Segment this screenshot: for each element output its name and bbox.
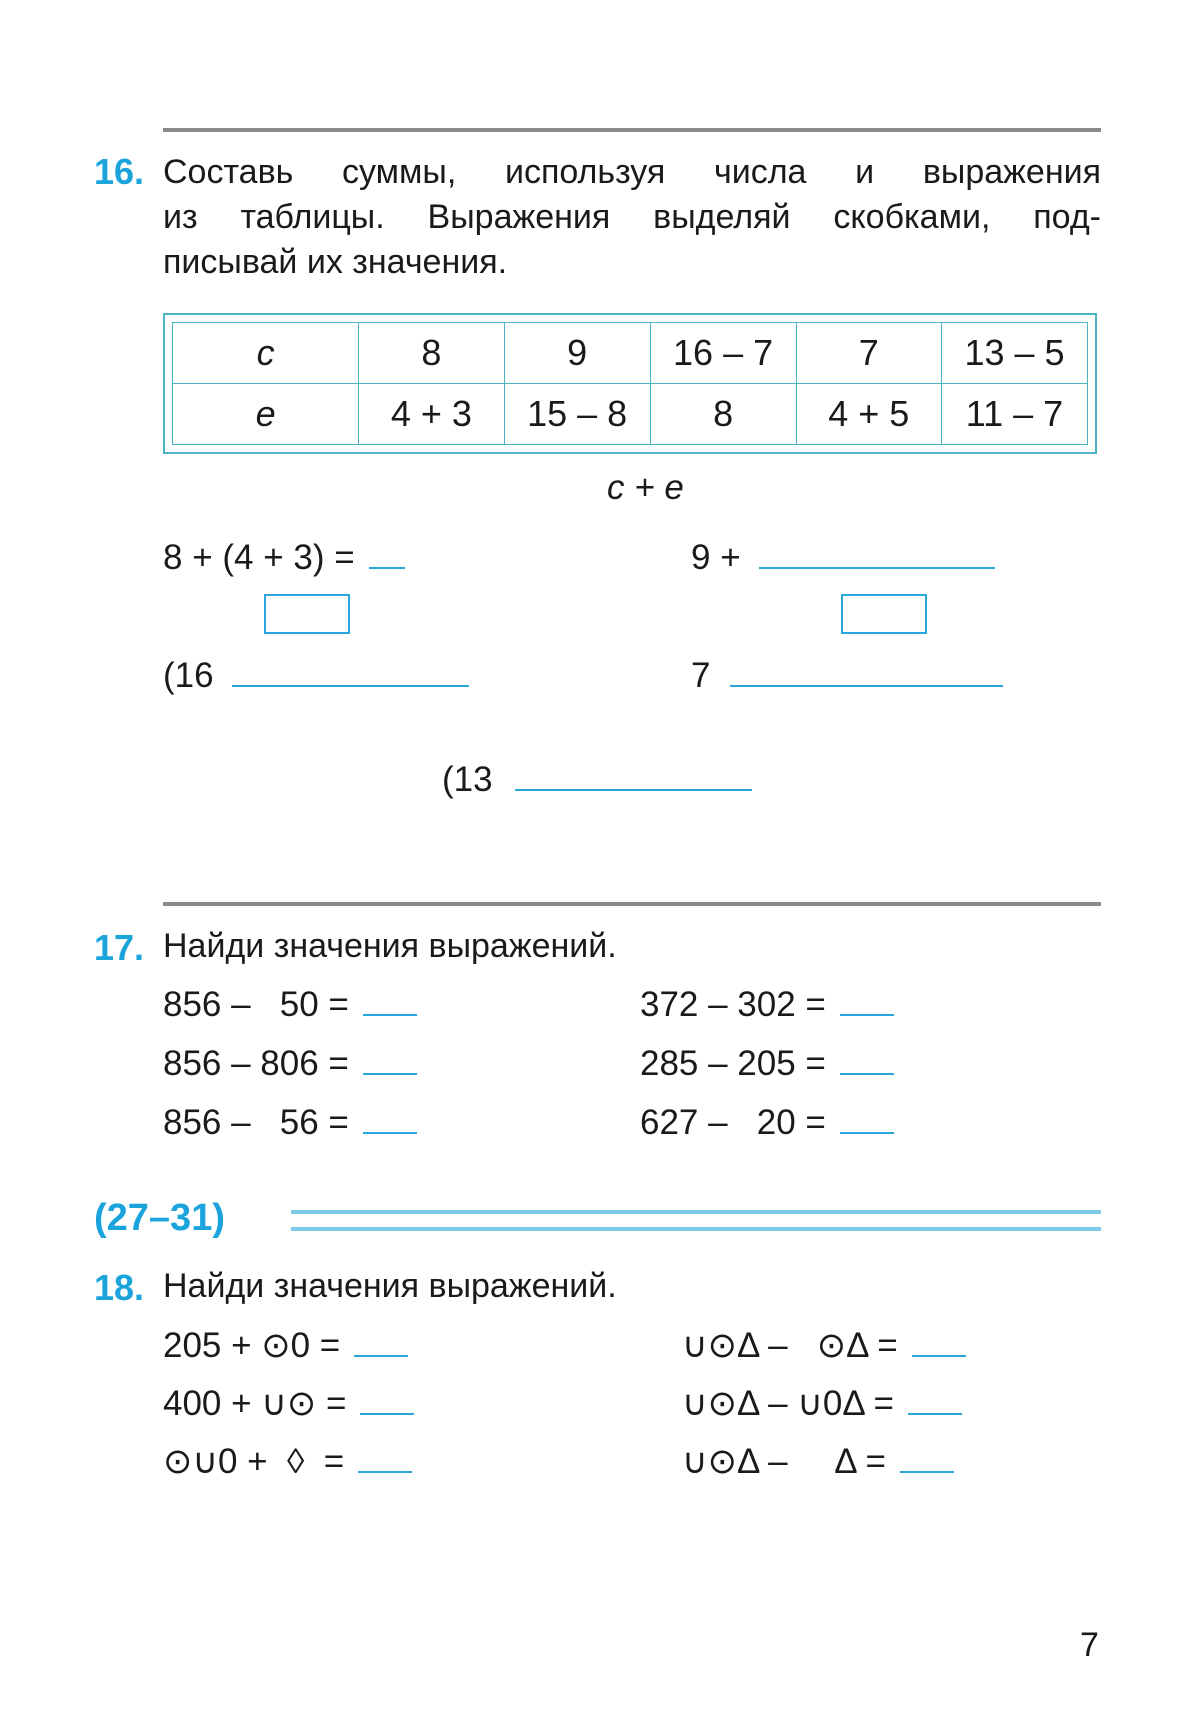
section-double-line bbox=[291, 1227, 1101, 1231]
sum-item bbox=[163, 538, 405, 578]
formula-label: c + e bbox=[607, 468, 684, 507]
expression-row bbox=[163, 1103, 417, 1143]
expression: ∪⊙Δ – ∪0Δ = bbox=[682, 1384, 894, 1423]
table-cell: 7 bbox=[796, 323, 941, 384]
exercise-17-title: Найди значения выражений. bbox=[163, 927, 617, 965]
section-divider bbox=[163, 902, 1101, 906]
answer-blank[interactable] bbox=[900, 1470, 954, 1473]
answer-blank[interactable] bbox=[363, 1072, 417, 1075]
expression: (16 bbox=[163, 656, 214, 695]
expression: 856 – 50 = bbox=[163, 985, 349, 1024]
expression: ⊙∪0 + ◊ = bbox=[163, 1442, 345, 1481]
expression: 627 – 20 = bbox=[640, 1103, 826, 1142]
expression-row bbox=[163, 985, 417, 1025]
answer-blank[interactable] bbox=[730, 684, 1003, 687]
sum-item bbox=[442, 760, 752, 800]
expression-row bbox=[163, 1044, 417, 1084]
answer-blank[interactable] bbox=[515, 788, 752, 791]
exercise-16-text-line: из таблицы. Выражения выделяй скобками, под- bbox=[163, 198, 1101, 236]
table-row-e bbox=[173, 384, 1088, 445]
expression-row bbox=[682, 1384, 962, 1424]
answer-blank[interactable] bbox=[360, 1412, 414, 1415]
table-row-c bbox=[173, 323, 1088, 384]
expression-row bbox=[682, 1326, 966, 1366]
expression: 856 – 806 = bbox=[163, 1044, 349, 1083]
expression-row bbox=[640, 1103, 894, 1143]
expression-row bbox=[163, 1384, 414, 1424]
exercise-16-number: 16. bbox=[94, 151, 145, 192]
section-double-line bbox=[291, 1210, 1101, 1214]
table-cell: 8 bbox=[359, 323, 504, 384]
answer-blank[interactable] bbox=[358, 1470, 412, 1473]
answer-blank[interactable] bbox=[840, 1131, 894, 1134]
expression: 856 – 56 = bbox=[163, 1103, 349, 1142]
expression-row bbox=[682, 1442, 954, 1482]
answer-blank[interactable] bbox=[363, 1013, 417, 1016]
expression: 9 + bbox=[691, 538, 741, 577]
answer-box[interactable] bbox=[841, 594, 927, 634]
answer-blank[interactable] bbox=[840, 1072, 894, 1075]
expression: ∪⊙Δ – ⊙Δ = bbox=[682, 1326, 898, 1365]
table-cell: 11 – 7 bbox=[941, 384, 1087, 445]
answer-box[interactable] bbox=[264, 594, 350, 634]
table-cell: 13 – 5 bbox=[941, 323, 1087, 384]
expression-row bbox=[163, 1326, 408, 1366]
table-cell: 9 bbox=[504, 323, 650, 384]
answer-blank[interactable] bbox=[759, 566, 995, 569]
section-label: (27–31) bbox=[94, 1197, 225, 1239]
table-cell: 16 – 7 bbox=[650, 323, 796, 384]
table-cell: 4 + 3 bbox=[359, 384, 504, 445]
answer-blank[interactable] bbox=[369, 566, 405, 569]
answer-blank[interactable] bbox=[354, 1354, 408, 1357]
table-cell: e bbox=[173, 384, 359, 445]
sum-item bbox=[691, 538, 995, 578]
expression: 372 – 302 = bbox=[640, 985, 826, 1024]
expression: 8 + (4 + 3) = bbox=[163, 538, 355, 577]
expression-row bbox=[640, 1044, 894, 1084]
answer-blank[interactable] bbox=[363, 1131, 417, 1134]
answer-blank[interactable] bbox=[840, 1013, 894, 1016]
table-cell: 8 bbox=[650, 384, 796, 445]
expression-row bbox=[640, 985, 894, 1025]
expression-row bbox=[163, 1442, 412, 1482]
expression: 285 – 205 = bbox=[640, 1044, 826, 1083]
answer-blank[interactable] bbox=[232, 684, 469, 687]
exercise-18-number: 18. bbox=[94, 1267, 145, 1308]
exercise-16-text-line: писывай их значения. bbox=[163, 243, 508, 281]
expression: 205 + ⊙0 = bbox=[163, 1326, 341, 1365]
page-number: 7 bbox=[1080, 1626, 1099, 1664]
table-cell: 4 + 5 bbox=[796, 384, 941, 445]
sum-item bbox=[163, 656, 469, 696]
section-divider bbox=[163, 128, 1101, 132]
table-cell: 15 – 8 bbox=[504, 384, 650, 445]
answer-blank[interactable] bbox=[908, 1412, 962, 1415]
expression: 400 + ∪⊙ = bbox=[163, 1384, 347, 1423]
expression: (13 bbox=[442, 760, 493, 799]
table-cell: c bbox=[173, 323, 359, 384]
exercise-16-text-line: Составь суммы, используя числа и выражения bbox=[163, 153, 1101, 191]
sum-item bbox=[691, 656, 1003, 696]
expression: 7 bbox=[691, 656, 711, 695]
expression: ∪⊙Δ – Δ = bbox=[682, 1442, 886, 1481]
values-table bbox=[163, 313, 1097, 454]
exercise-17-number: 17. bbox=[94, 927, 145, 968]
answer-blank[interactable] bbox=[912, 1354, 966, 1357]
exercise-18-title: Найди значения выражений. bbox=[163, 1267, 617, 1305]
